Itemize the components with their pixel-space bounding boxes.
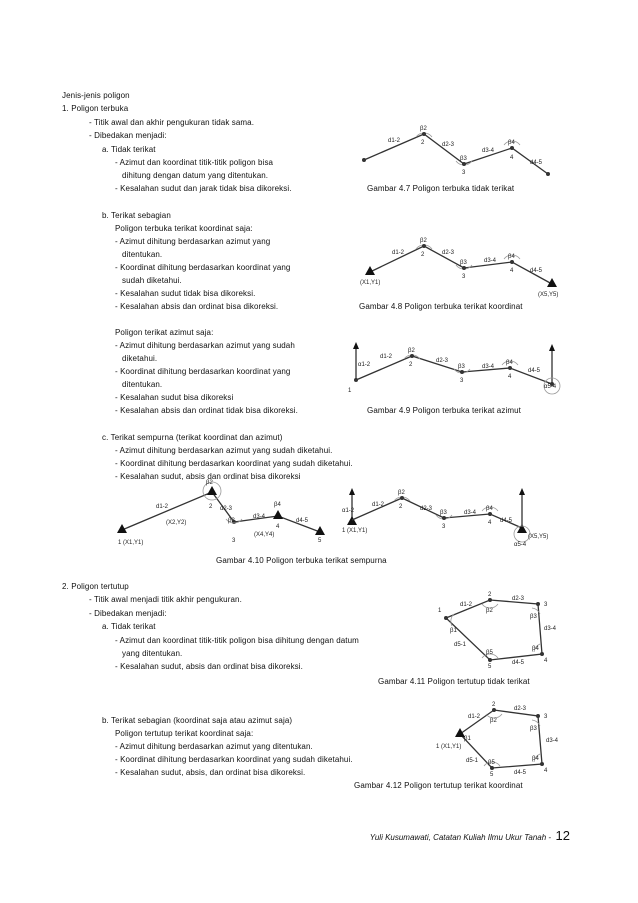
s2b-line-3: - Kesalahan sudut, absis, dan ordinat bisa dikoreksi. — [115, 768, 306, 777]
label-b5: β5 — [486, 650, 493, 656]
label-x1y1c: 1 (X1,Y1) — [436, 744, 462, 750]
label-p4: 4 — [510, 268, 514, 274]
s1-bullet-2: - Dibedakan menjadi: — [89, 131, 167, 140]
label-b1: β1 — [450, 628, 457, 634]
label-d23: d2-3 — [512, 596, 525, 602]
s1a-line-2: - Kesalahan sudut dan jarak tidak bisa dikoreksi. — [115, 184, 292, 193]
figure-4-8-diagram — [358, 232, 568, 300]
label-b4: β4 — [532, 756, 539, 762]
s1b-line-3: - Kesalahan sudut tidak bisa dikoreksi. — [115, 289, 256, 298]
label-d34: d3-4 — [253, 514, 266, 520]
label-p1: 1 — [438, 608, 442, 614]
figure-caption-4-10: Gambar 4.10 Poligon terbuka terikat sempurna — [216, 556, 387, 565]
label-p3: 3 — [544, 602, 548, 608]
figure-4-12-diagram — [434, 696, 564, 778]
label-b4: β4 — [508, 254, 515, 260]
s1b-sub-2: Poligon terikat azimut saja: — [115, 328, 214, 337]
s1b-sub-1: Poligon terbuka terikat koordinat saja: — [115, 224, 253, 233]
label-b3: β3 — [530, 614, 537, 620]
section-2-title: 2. Poligon tertutup — [62, 582, 129, 591]
figure-4-10-left-diagram — [116, 478, 336, 552]
label-b5: β5 — [488, 760, 495, 766]
label-p3: 3 — [442, 524, 446, 530]
s2a-line-2: - Kesalahan sudut, absis dan ordinat bisa dikoreksi. — [115, 662, 303, 671]
label-d23: d2-3 — [514, 706, 527, 712]
s1c-line-3: - Kesalahan sudut, absis dan ordinat bisa dikoreksi — [115, 472, 301, 481]
label-p3: 3 — [544, 714, 548, 720]
figure-4-11-diagram — [434, 588, 564, 670]
s2b-title: b. Terikat sebagian (koordinat saja atau azimut saja) — [102, 716, 293, 725]
label-b3: β3 — [228, 518, 235, 524]
label-b4: β4 — [486, 506, 493, 512]
label-p2: 2 — [492, 702, 496, 708]
label-d23: d2-3 — [442, 250, 455, 256]
label-b3: β3 — [530, 726, 537, 732]
label-x5y5: (X5,Y5) — [528, 534, 549, 540]
figure-caption-4-9: Gambar 4.9 Poligon terbuka terikat azimut — [367, 406, 521, 415]
label-d12: d1-2 — [372, 502, 385, 508]
label-d23: d2-3 — [442, 142, 455, 148]
s1c-line-1: - Azimut dihitung berdasarkan azimut yang sudah diketahui. — [115, 446, 333, 455]
label-b4: β4 — [532, 646, 539, 652]
s1a-line-1: - Azimut dan koordinat titik-titik poligon bisa — [115, 158, 274, 167]
page-footer — [370, 827, 570, 845]
label-b2: β2 — [490, 718, 497, 724]
label-p2: 2 — [409, 362, 413, 368]
label-b2: β2 — [420, 126, 427, 132]
label-p4: 4 — [510, 155, 514, 161]
label-b4: β4 — [506, 360, 513, 366]
label-d45: d4-5 — [530, 160, 543, 166]
s2b-line-2: - Koordinat dihitung berdasarkan koordinat yang sudah diketahui. — [115, 755, 353, 764]
label-d34: d3-4 — [482, 364, 495, 370]
label-p2: 2 — [209, 504, 213, 510]
s1b-m-1b: diketahui. — [122, 354, 158, 363]
label-p5: 5 — [488, 664, 492, 670]
label-a45: α5-4 — [514, 542, 527, 548]
label-p4: 4 — [508, 374, 512, 380]
label-p4: 4 — [276, 524, 280, 530]
s2-bullet-2: - Dibedakan menjadi: — [89, 609, 167, 618]
label-d34: d3-4 — [464, 510, 477, 516]
footer-text: Yuli Kusumawati, Catatan Kuliah Ilmu Ukur Tanah - — [369, 833, 552, 842]
s1c-title: c. Terikat sempurna (terikat koordinat dan azimut) — [102, 433, 283, 442]
label-d45: d4-5 — [512, 660, 525, 666]
label-b2: β2 — [206, 480, 213, 486]
label-x1y1c: 1 (X1,Y1) — [118, 540, 144, 546]
label-p2: 2 — [488, 592, 492, 598]
label-x5y5: (X5,Y5) — [538, 292, 559, 298]
label-d34: d3-4 — [546, 738, 559, 744]
s1b-m-2: - Koordinat dihitung berdasarkan koordinat yang — [115, 367, 291, 376]
label-b2: β2 — [408, 348, 415, 354]
s2b-sub: Poligon tertutup terikat koordinat saja: — [115, 729, 254, 738]
label-p2: 2 — [399, 504, 403, 510]
section-heading: Jenis-jenis poligon — [62, 91, 130, 100]
label-d45: d4-5 — [296, 518, 309, 524]
label-d51: d5-1 — [454, 642, 467, 648]
label-p2: 2 — [421, 140, 425, 146]
figure-caption-4-7: Gambar 4.7 Poligon terbuka tidak terikat — [367, 184, 515, 193]
s1b-line-2b: sudah diketahui. — [122, 276, 182, 285]
s1b-m-1: - Azimut dihitung berdasarkan azimut yang sudah — [115, 341, 295, 350]
label-p5: 5 — [318, 538, 322, 544]
label-p3: 3 — [460, 378, 464, 384]
label-d51: d5-1 — [466, 758, 479, 764]
label-p3: 3 — [462, 274, 466, 280]
label-b3: β3 — [460, 156, 467, 162]
label-d12: d1-2 — [156, 504, 169, 510]
label-p3: 3 — [232, 538, 236, 544]
s1c-line-2: - Koordinat dihitung berdasarkan koordinat yang sudah diketahui. — [115, 459, 353, 468]
s2b-line-1: - Azimut dihitung berdasarkan azimut yang ditentukan. — [115, 742, 313, 751]
s2a-title: a. Tidak terikat — [102, 622, 156, 631]
label-d12: d1-2 — [460, 602, 473, 608]
label-p1: 1 — [348, 388, 352, 394]
s1a-line-1b: dihitung dengan datum yang ditentukan. — [122, 171, 269, 180]
section-1-title: 1. Poligon terbuka — [62, 104, 129, 113]
figure-caption-4-12: Gambar 4.12 Poligon tertutup terikat koordinat — [354, 781, 523, 790]
label-d12: d1-2 — [392, 250, 405, 256]
label-x1y1c: 1 (X1,Y1) — [342, 528, 368, 534]
s2a-line-1b: yang ditentukan. — [122, 649, 183, 658]
label-b3: β3 — [458, 364, 465, 370]
label-b2: β2 — [486, 608, 493, 614]
s1b-line-2: - Koordinat dihitung berdasarkan koordinat yang — [115, 263, 291, 272]
figure-4-10-right-diagram — [340, 484, 564, 554]
label-a12: α1-2 — [342, 508, 355, 514]
label-b2: β2 — [420, 238, 427, 244]
label-d12: d1-2 — [380, 354, 393, 360]
label-b1: β1 — [464, 736, 471, 742]
s1b-line-4: - Kesalahan absis dan ordinat bisa dikoreksi. — [115, 302, 279, 311]
figure-caption-4-8: Gambar 4.8 Poligon terbuka terikat koordinat — [359, 302, 523, 311]
label-d23: d2-3 — [436, 358, 449, 364]
label-x4y4: (X4,Y4) — [254, 532, 275, 538]
label-b2: β2 — [398, 490, 405, 496]
s1b-line-1b: ditentukan. — [122, 250, 163, 259]
label-x2y2: (X2,Y2) — [166, 520, 187, 526]
label-p5: 5 — [490, 772, 494, 778]
label-p4: 4 — [488, 520, 492, 526]
label-a45: α5-4 — [544, 384, 557, 390]
label-d23: d2-3 — [420, 506, 433, 512]
s1b-m-4: - Kesalahan absis dan ordinat tidak bisa dikoreksi. — [115, 406, 298, 415]
s1b-title: b. Terikat sebagian — [102, 211, 171, 220]
s1b-line-1: - Azimut dihitung berdasarkan azimut yang — [115, 237, 271, 246]
page-number: 12 — [555, 828, 570, 843]
label-b3: β3 — [460, 260, 467, 266]
label-d34: d3-4 — [544, 626, 557, 632]
s1a-title: a. Tidak terikat — [102, 145, 156, 154]
label-a12: α1-2 — [358, 362, 371, 368]
s2a-line-1: - Azimut dan koordinat titik-titik poligon bisa dihitung dengan datum — [115, 636, 359, 645]
s2-bullet-1: - Titik awal menjadi titik akhir pengukuran. — [89, 595, 242, 604]
label-b4: β4 — [508, 140, 515, 146]
s1b-m-2b: ditentukan. — [122, 380, 163, 389]
label-d12: d1-2 — [388, 138, 401, 144]
label-x1y1: (X1,Y1) — [360, 280, 381, 286]
label-d23: d2-3 — [220, 506, 233, 512]
label-d45: d4-5 — [514, 770, 527, 776]
label-d45: d4-5 — [528, 368, 541, 374]
label-b3: β3 — [440, 510, 447, 516]
label-p3: 3 — [462, 170, 466, 176]
label-p4: 4 — [544, 658, 548, 664]
label-d45: d4-5 — [530, 268, 543, 274]
s1-bullet-1: - Titik awal dan akhir pengukuran tidak sama. — [89, 118, 255, 127]
label-d12: d1-2 — [468, 714, 481, 720]
label-d34: d3-4 — [482, 148, 495, 154]
figure-4-9-diagram — [346, 334, 568, 404]
label-b4: β4 — [274, 502, 281, 508]
label-p2: 2 — [421, 252, 425, 258]
label-p4: 4 — [544, 768, 548, 774]
figure-caption-4-11: Gambar 4.11 Poligon tertutup tidak terikat — [378, 677, 530, 686]
label-d34: d3-4 — [484, 258, 497, 264]
s1b-m-3: - Kesalahan sudut bisa dikoreksi — [115, 393, 234, 402]
figure-4-7-diagram — [358, 118, 558, 180]
label-d45: d4-5 — [500, 518, 513, 524]
